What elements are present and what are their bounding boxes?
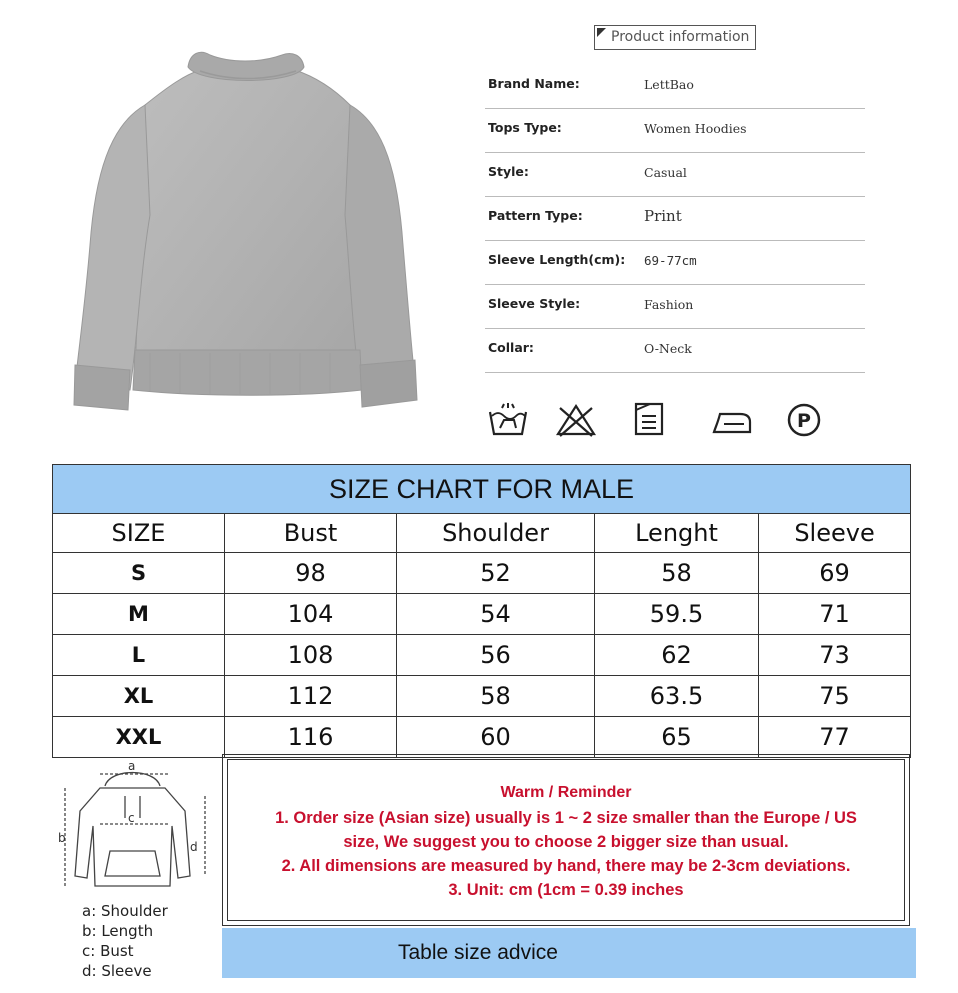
diagram-letter-b: b (58, 831, 66, 845)
cell-shoulder: 52 (397, 553, 595, 594)
do-not-bleach-icon (554, 400, 598, 440)
reminder-inner-frame (227, 759, 905, 921)
attribute-key: Style: (488, 164, 529, 179)
hoodie-outline-icon (60, 756, 220, 906)
product-photo (60, 45, 430, 435)
cell-size: L (53, 635, 225, 676)
tumble-dry-icon (630, 400, 674, 440)
reminder-line-2: 2. All dimensions are measured by hand, there may be 2-3cm deviations. (281, 857, 851, 875)
attribute-row (485, 108, 865, 153)
dry-clean-icon (782, 400, 826, 440)
cell-size: XL (53, 676, 225, 717)
attribute-key: Sleeve Style: (488, 296, 581, 311)
size-chart-title: SIZE CHART FOR MALE (53, 465, 911, 514)
attribute-value: Fashion (644, 297, 694, 312)
cell-sleeve: 77 (759, 717, 911, 758)
table-row (53, 594, 911, 635)
attribute-value: 69-77cm (644, 253, 697, 268)
size-chart-table (52, 464, 911, 758)
cell-length: 59.5 (595, 594, 759, 635)
product-information-tag (594, 25, 756, 50)
cell-bust: 104 (225, 594, 397, 635)
attribute-row (485, 196, 865, 241)
attribute-row (485, 240, 865, 285)
cell-bust: 108 (225, 635, 397, 676)
header-bust: Bust (225, 514, 397, 553)
cell-shoulder: 56 (397, 635, 595, 676)
table-row (53, 676, 911, 717)
product-information-label: Product information (611, 29, 750, 45)
cell-bust: 116 (225, 717, 397, 758)
table-row (53, 635, 911, 676)
table-row (53, 717, 911, 758)
attribute-row (485, 64, 865, 109)
diagram-letter-a: a (128, 759, 136, 773)
cell-bust: 98 (225, 553, 397, 594)
cell-bust: 112 (225, 676, 397, 717)
attribute-key: Tops Type: (488, 120, 562, 135)
reminder-title: Warm / Reminder (500, 784, 632, 801)
table-size-advice-bar (222, 928, 916, 978)
attribute-value: Casual (644, 165, 687, 180)
size-chart-header-row (53, 514, 911, 553)
table-size-advice-label: Table size advice (398, 941, 558, 964)
cell-shoulder: 60 (397, 717, 595, 758)
header-shoulder: Shoulder (397, 514, 595, 553)
cell-shoulder: 58 (397, 676, 595, 717)
hand-wash-icon (486, 400, 530, 440)
attribute-key: Brand Name: (488, 76, 580, 91)
attribute-key: Pattern Type: (488, 208, 583, 223)
cell-size: XXL (53, 717, 225, 758)
legend-length: b: Length (82, 922, 154, 940)
header-length: Lenght (595, 514, 759, 553)
diagram-letter-d: d (190, 840, 198, 854)
attribute-value: Women Hoodies (644, 121, 747, 136)
header-sleeve: Sleeve (759, 514, 911, 553)
tag-corner-mark (597, 28, 606, 37)
legend-sleeve: d: Sleeve (82, 962, 152, 980)
attribute-value: Print (644, 207, 682, 225)
cell-shoulder: 54 (397, 594, 595, 635)
cell-sleeve: 75 (759, 676, 911, 717)
diagram-letter-c: c (128, 811, 135, 825)
attribute-key: Collar: (488, 340, 534, 355)
dry-clean-symbol: P (797, 410, 811, 432)
attribute-row (485, 284, 865, 329)
cell-length: 62 (595, 635, 759, 676)
header-size: SIZE (53, 514, 225, 553)
attribute-key: Sleeve Length(cm): (488, 252, 626, 267)
table-row (53, 553, 911, 594)
cell-size: M (53, 594, 225, 635)
legend-shoulder: a: Shoulder (82, 902, 168, 920)
attribute-value: O-Neck (644, 341, 692, 356)
cell-length: 65 (595, 717, 759, 758)
attribute-row (485, 152, 865, 197)
attribute-row (485, 328, 865, 373)
reminder-line-1b: size, We suggest you to choose 2 bigger size than usual. (343, 833, 789, 851)
cell-sleeve: 73 (759, 635, 911, 676)
measurement-diagram (60, 756, 220, 986)
iron-icon (710, 400, 754, 440)
cell-sleeve: 69 (759, 553, 911, 594)
reminder-box (222, 754, 910, 926)
cell-length: 58 (595, 553, 759, 594)
cell-length: 63.5 (595, 676, 759, 717)
cell-size: S (53, 553, 225, 594)
reminder-line-1: 1. Order size (Asian size) usually is 1 ~ 2 size smaller than the Europe / US (275, 809, 857, 827)
cell-sleeve: 71 (759, 594, 911, 635)
legend-bust: c: Bust (82, 942, 134, 960)
attribute-value: LettBao (644, 77, 694, 92)
reminder-line-3: 3. Unit: cm (1cm = 0.39 inches (448, 881, 684, 899)
